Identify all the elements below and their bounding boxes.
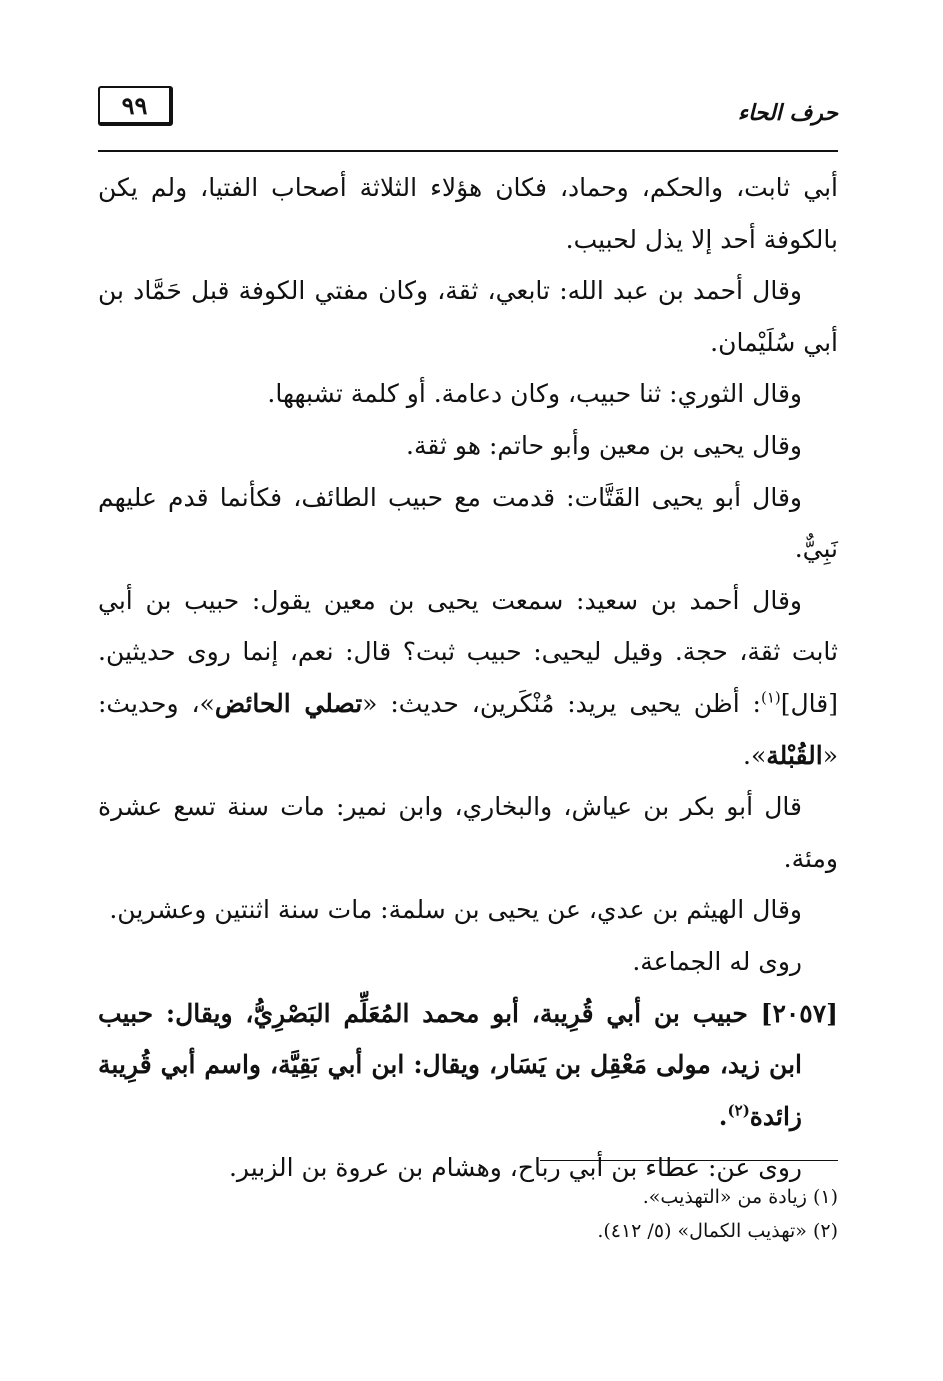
hadith-title-2: القُبْلة — [766, 740, 823, 770]
paragraph-6-text-b: : أظن يحيى يريد: مُنْكَرين، حديث: « — [362, 688, 761, 718]
paragraph-1: أبي ثابت، والحكم، وحماد، فكان هؤلاء الثلاثة أصحاب الفتيا، ولم يكن بالكوفة أحد إلا يذل لحبيب. — [98, 173, 838, 254]
paragraph-3: وقال الثوري: ثنا حبيب، وكان دعامة. أو كلمة تشبهها. — [267, 379, 802, 409]
paragraph-6 — [98, 575, 838, 781]
page-header — [98, 86, 838, 136]
paragraph-2: وقال أحمد بن عبد الله: تابعي، ثقة، وكان مفتي الكوفة قبل حَمَّاد بن أبي سُلَيْمان. — [98, 276, 838, 357]
paragraph-6-text-d: ». — [743, 740, 767, 770]
entry-heading-text: [٢٠٥٧] حبيب بن أبي قُرِيبة، أبو محمد المُعَلِّم البَصْرِيُّ، ويقال: حبيب ابن زيد، مولى مَعْقِل بن يَسَار، ويقال: ابن أبي بَقِيَّة، واسم أبي قُرِيبة زائدة — [98, 998, 838, 1131]
footnote-1: (١) زيادة من «التهذيب». — [642, 1186, 838, 1208]
paragraph-5: وقال أبو يحيى القَتَّات: قدمت مع حبيب الطائف، فكأنما قدم عليهم نَبِيٌّ. — [98, 482, 838, 564]
footnote-ref-1: (١) — [760, 688, 781, 707]
paragraph-6-text-c: »، وحديث: « — [98, 688, 838, 770]
paragraph-4: وقال يحيى بن معين وأبو حاتم: هو ثقة. — [406, 430, 802, 460]
page-number: ٩٩ — [121, 90, 148, 120]
hadith-title-1: تصلي الحائض — [214, 688, 363, 718]
paragraph-7: قال أبو بكر بن عياش، والبخاري، وابن نمير: مات سنة تسع عشرة ومئة. — [98, 792, 838, 873]
paragraph-9: روى له الجماعة. — [632, 946, 802, 976]
page-number-box — [98, 86, 173, 126]
paragraph-8: وقال الهيثم بن عدي، عن يحيى بن سلمة: مات سنة اثنتين وعشرين. — [109, 895, 802, 925]
footnotes — [98, 1180, 838, 1248]
paragraph-10: روى عن: عطاء بن أبي رباح، وهشام بن عروة بن الزبير. — [228, 1153, 802, 1183]
entry-heading-2057 — [98, 988, 838, 1143]
footnote-2: (٢) «تهذيب الكمال» (٥/ ٤١٢). — [597, 1220, 838, 1242]
entry-heading-end: . — [718, 1101, 728, 1131]
footnote-ref-2: (٢) — [727, 1101, 750, 1120]
paragraph-6-text-a: وقال أحمد بن سعيد: سمعت يحيى بن معين يقول: حبيب بن أبي ثابت ثقة، حجة. وقيل ليحيى: حبيب ثبت؟ قال: نعم، إنما روى حديثين. [قال] — [98, 585, 838, 718]
footnote-rule — [540, 1160, 838, 1161]
main-text — [98, 162, 838, 1194]
header-rule — [98, 150, 838, 152]
running-title: حرف الحاء — [737, 100, 838, 126]
